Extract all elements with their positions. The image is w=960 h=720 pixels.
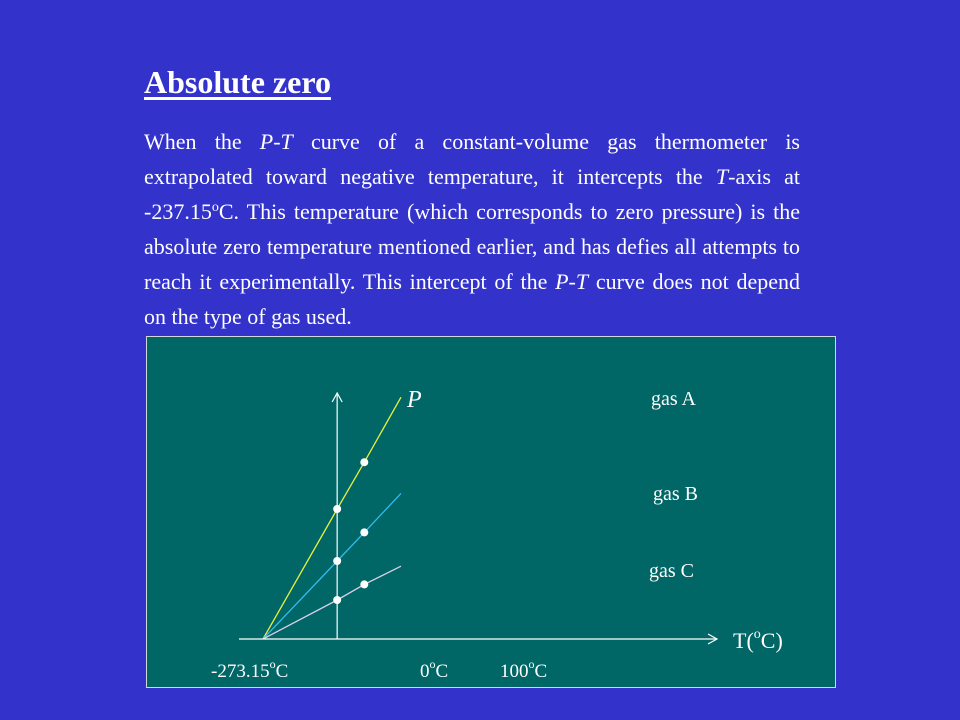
data-point-gas-a bbox=[333, 505, 341, 513]
x-tick-label: 100$^o$C bbox=[500, 657, 548, 682]
slide-paragraph: When the P-T curve of a constant-volume gas thermometer is extrapolated toward negative temperature, it intercepts the T-axis at -237.15$^o$C. This temperature (which corresponds to zero pressure) is the absolute zero temperature mentioned earlier, and has defies all attempts to reach it experimentally. This intercept of the P-T curve does not depend on the type of gas used. bbox=[144, 129, 800, 329]
pt-diagram bbox=[146, 336, 836, 688]
data-point-gas-c bbox=[333, 596, 341, 604]
data-point-gas-c bbox=[360, 580, 368, 588]
x-tick-label: 0$^o$C bbox=[420, 657, 449, 682]
data-point-gas-a bbox=[360, 458, 368, 466]
x-tick-label: -273.15$^o$C bbox=[211, 657, 289, 682]
data-point-gas-b bbox=[360, 528, 368, 536]
series-label-gas-a: gas A bbox=[651, 388, 696, 410]
series-label-gas-c: gas C bbox=[649, 560, 694, 582]
data-point-gas-b bbox=[333, 557, 341, 565]
x-axis-label: T($^o$C) bbox=[733, 627, 783, 653]
pt-chart-svg bbox=[147, 337, 837, 689]
series-label-gas-b: gas B bbox=[653, 483, 698, 505]
series-line-gas-b bbox=[263, 493, 401, 639]
slide-title: Absolute zero bbox=[144, 64, 331, 100]
y-axis-label: P bbox=[407, 387, 422, 413]
